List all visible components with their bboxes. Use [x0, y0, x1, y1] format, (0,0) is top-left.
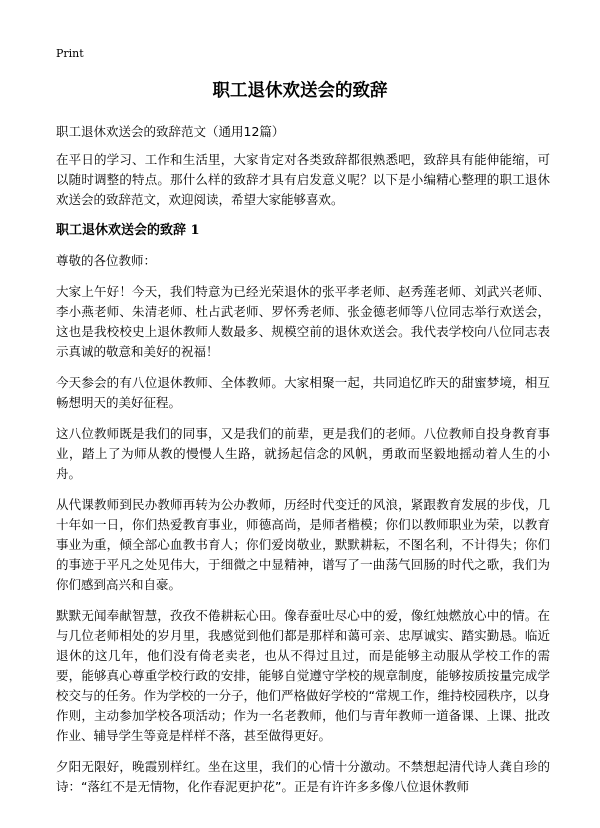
intro-paragraph: 在平日的学习、工作和生活里，大家肯定对各类致辞都很熟悉吧，致辞具有能伸能缩，可以随时调整的特点。那什么样的致辞才具有启发意义呢？以下是小编精心整理的职工退休欢送会的致辞范文，欢迎阅读，希望大家能够喜欢。: [56, 152, 550, 207]
print-link[interactable]: Print: [56, 47, 84, 60]
greeting-paragraph: 尊敬的各位教师：: [56, 253, 157, 268]
section-heading: 职工退休欢送会的致辞 1: [56, 223, 200, 238]
body-paragraph: 大家上午好！今天，我们特意为已经光荣退休的张平孝老师、赵秀莲老师、刘武兴老师、李小燕老师、朱清老师、杜占武老师、罗怀秀老师、张金德老师等八位同志举行欢送会，这也是我校校史上退休教师人数最多、规模空前的退休欢送会。我代表学校向八位同志表示真诚的敬意和美好的祝福！: [56, 284, 550, 359]
body-paragraph: 夕阳无限好，晚霞别样红。坐在这里，我们的心情十分激动。不禁想起清代诗人龚自珍的诗：“落红不是无情物，化作春泥更护花”。正是有许许多多像八位退休教师: [56, 759, 550, 794]
body-paragraph: 从代课教师到民办教师再转为公办教师，历经时代变迁的风浪，紧跟教育发展的步伐，几十年如一日，你们热爱教育事业，师德高尚，是师者楷模；你们以教师职业为荣，以教育事业为重，倾全部心血教书育人；你们爱岗敬业，默默耕耘，不图名利，不计得失；你们的事迹于平凡之处见伟大，于细微之中显精神，谱写了一曲荡气回肠的时代之歌，我们为你们感到高兴和自豪。: [56, 497, 550, 592]
document-title: 职工退休欢送会的致辞: [212, 81, 388, 101]
body-paragraph: 今天参会的有八位退休教师、全体教师。大家相聚一起，共同追忆昨天的甜蜜梦境，相互畅想明天的美好征程。: [56, 375, 550, 410]
document-subtitle: 职工退休欢送会的致辞范文（通用12篇）: [56, 124, 285, 139]
document-content: [56, 150, 550, 808]
body-paragraph: 默默无闻奉献智慧，孜孜不倦耕耘心田。像春蚕吐尽心中的爱，像红烛燃放心中的情。在与几位老师相处的岁月里，我感觉到他们都是那样和蔼可亲、忠厚诚实、踏实勤恳。临近退休的这几年，他们没有倚老卖老，也从不得过且过，而是能够主动服从学校工作的需要，能够真心尊重学校行政的安排，能够自觉遵守学校的规章制度，能够按质按量完成学校交与的任务。作为学校的一分子，他们严格做好学校的“常规工作，维持校园秩序，以身作则，主动参加学校各项活动；作为一名老教师，他们与青年教师一道备课、上课、批改作业、辅导学生等竟是样样不落，甚至做得更好。: [56, 608, 550, 743]
body-paragraph: 这八位教师既是我们的同事，又是我们的前辈，更是我们的老师。八位教师自投身教育事业，踏上了为师从教的慢慢人生路，就扬起信念的风帆，勇敢而坚毅地摇动着人生的小舟。: [56, 426, 550, 481]
